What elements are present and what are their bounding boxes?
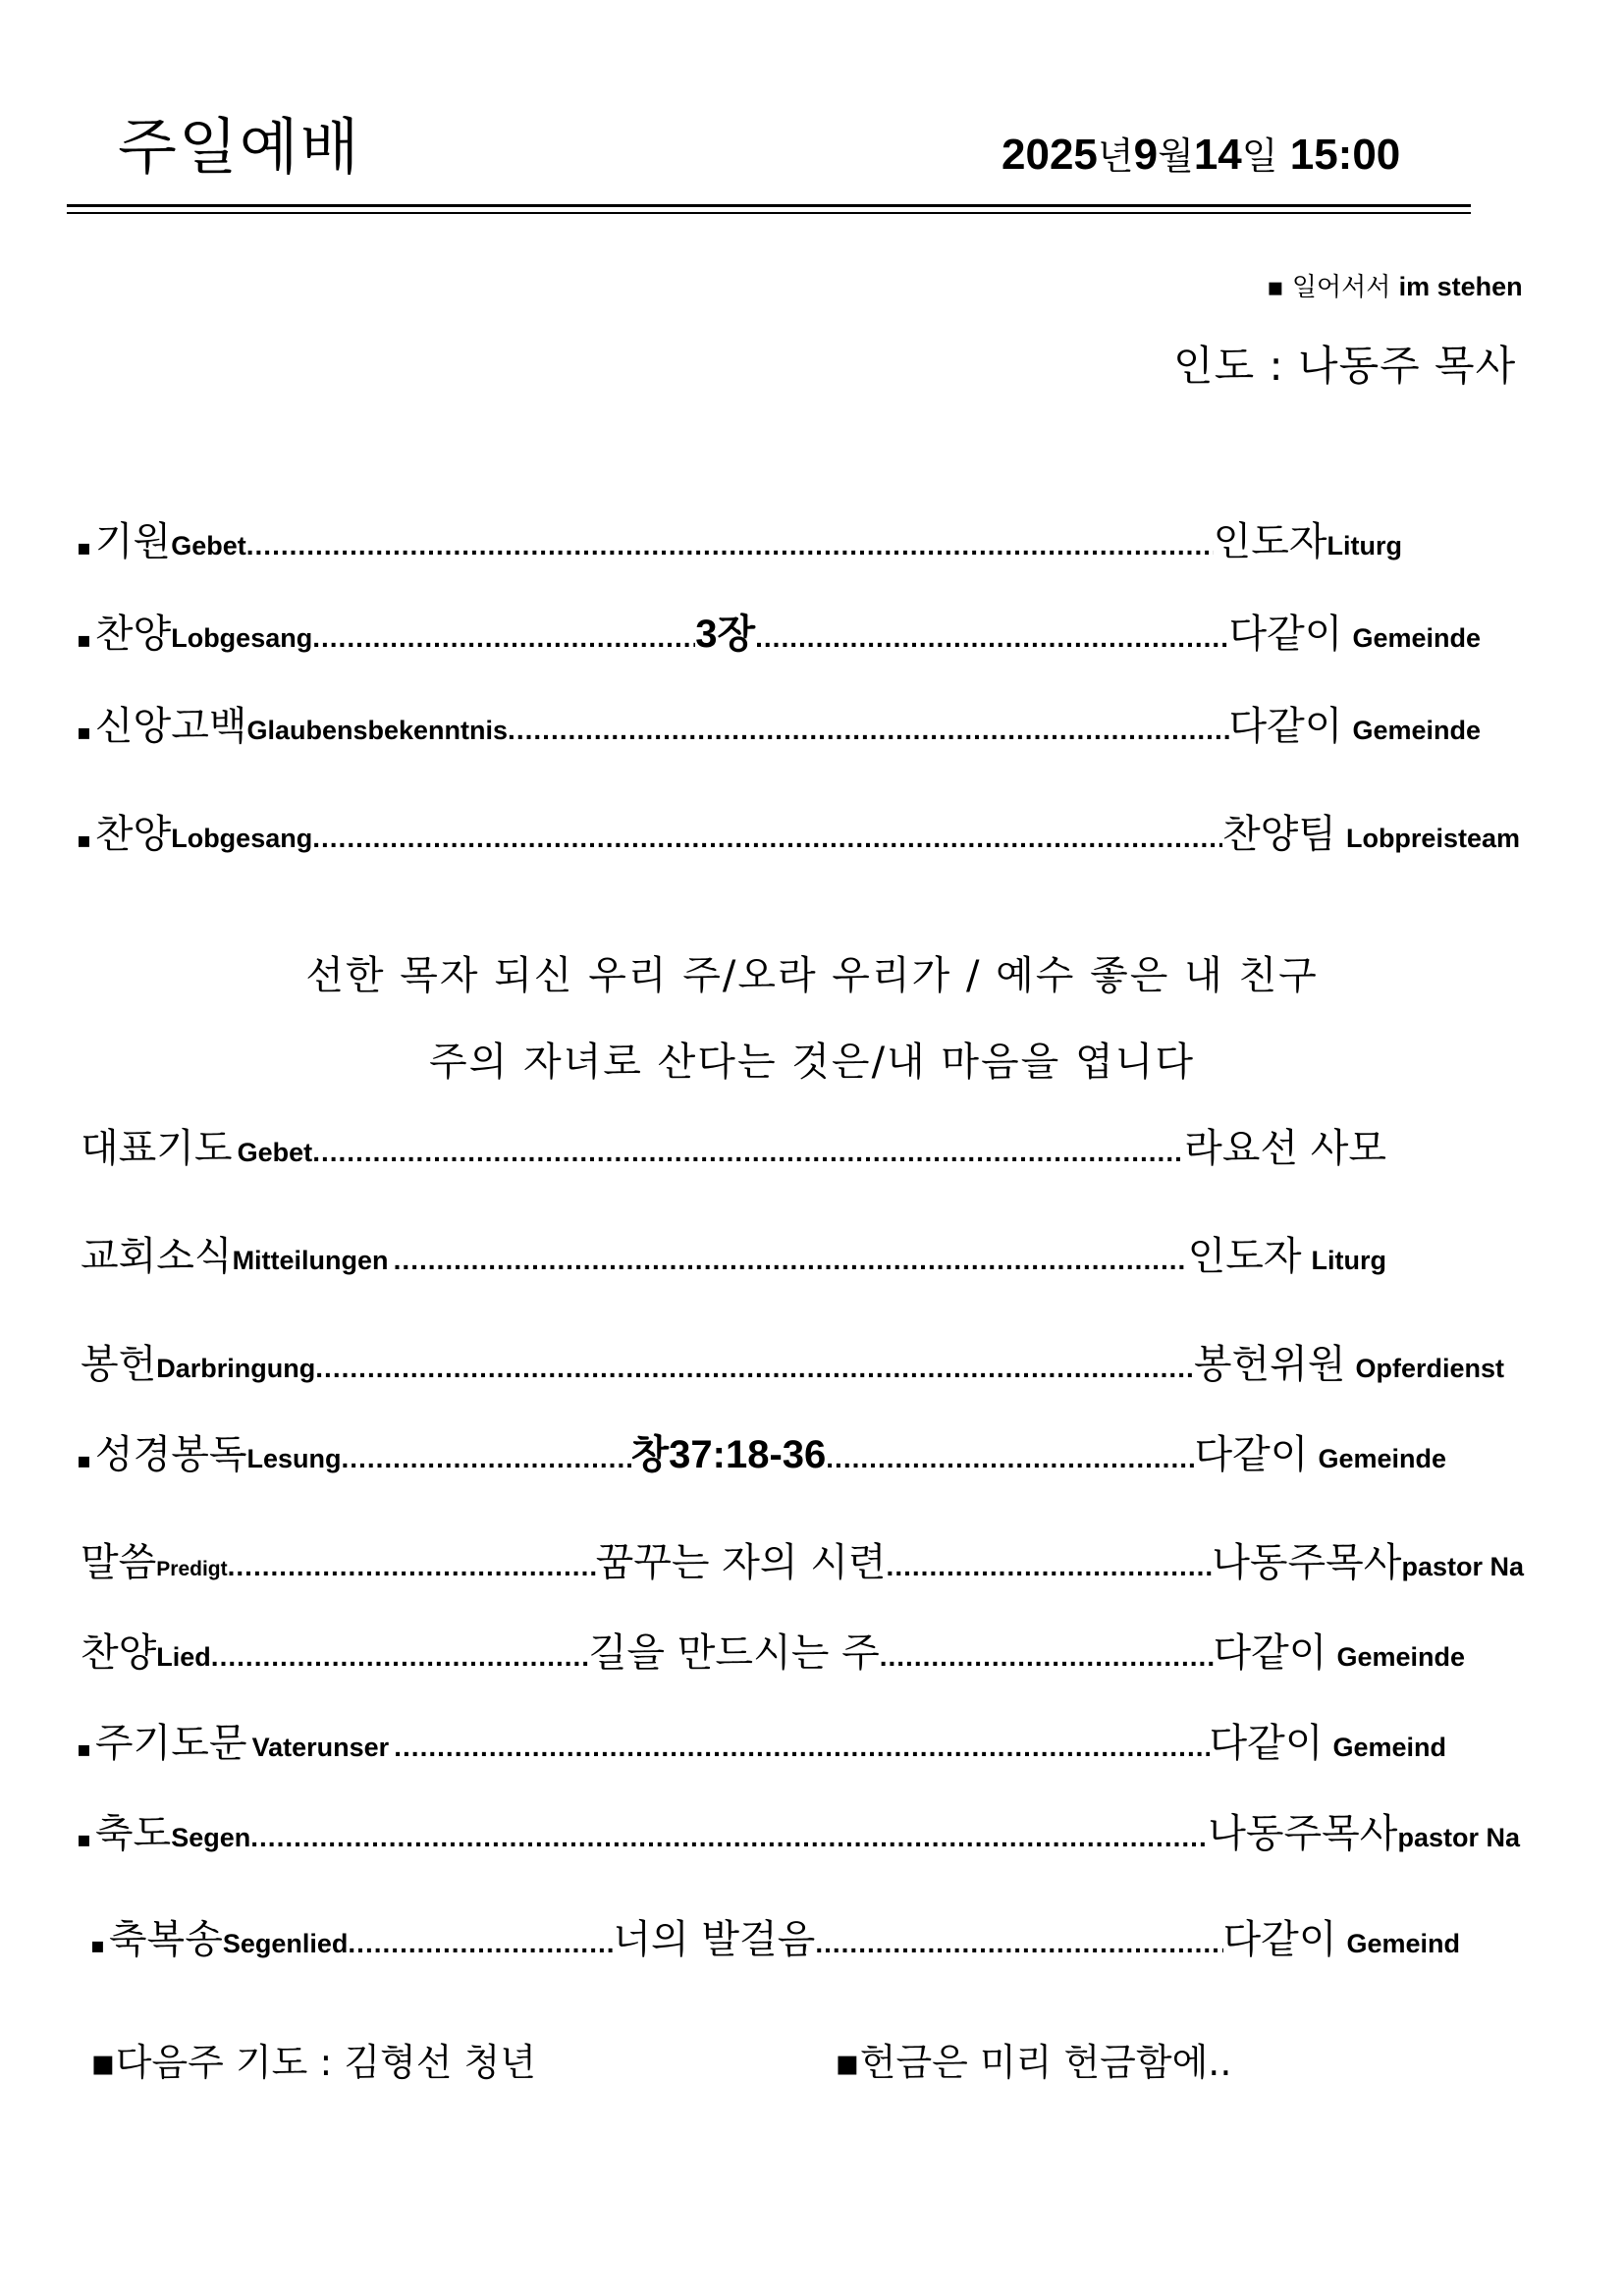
leader-dots — [348, 1928, 613, 1959]
leader-dots — [246, 530, 1214, 561]
leader-dots — [312, 622, 695, 654]
leader-dots — [250, 1822, 1208, 1853]
leader-dots — [312, 823, 1222, 854]
header-rule-thin — [67, 212, 1471, 214]
list-item: ▪ 주기도문 Vaterunser ..... 다같이 Gemeind — [77, 1712, 1446, 1768]
leader-dots — [755, 622, 1228, 654]
list-item: ▪ 찬양 Lobgesang ..... 찬양팀 Lobpreisteam — [77, 803, 1520, 859]
list-item: ▪ 축복송 Segenlied ..... 너의 발걸음 ..... 다같이 Gemeind — [90, 1908, 1460, 1964]
leader-dots — [815, 1928, 1222, 1959]
service-date: 2025년9월14일 15:00 — [1001, 131, 1401, 179]
header-rule — [67, 204, 1471, 207]
list-item: 교회소식 Mitteilungen ..... 인도자 Liturg — [81, 1225, 1386, 1281]
list-item: ▪ 성경봉독 Lesung ..... 창37:18-36 ..... 다같이 Gemeinde — [77, 1423, 1446, 1479]
leader-dots — [887, 1551, 1213, 1582]
song-list-line-1: 선한 목자 되신 우리 주/오라 우리가 / 예수 좋은 내 친구 — [305, 953, 1319, 998]
list-item: 말씀 Predigt ..... 꿈꾸는 자의 시련 ..... 나동주목사 pastor Na — [81, 1531, 1524, 1587]
leader-dots — [315, 1353, 1194, 1384]
leader-dots — [211, 1641, 589, 1673]
list-item: ▪ 기원 Gebet ..... 인도자 Liturg — [77, 510, 1402, 566]
leader-dots — [880, 1641, 1214, 1673]
service-leader: 인도 : 나동주 목사 — [1173, 342, 1517, 390]
list-item: 대표기도 Gebet ..... 라요선 사모 — [81, 1117, 1396, 1173]
next-prayer-note: ▪다음주 기도 : 김형선 청년 — [90, 2041, 536, 2084]
leader-dots — [826, 1443, 1194, 1474]
list-item: ▪ 축도 Segen ..... 나동주목사 pastor Na — [77, 1802, 1520, 1858]
offering-note: ▪헌금은 미리 헌금함에.. — [835, 2041, 1232, 2084]
page-title: 주일예배 — [118, 111, 361, 183]
list-item: 찬양 Lied ..... 길을 만드시는 주 ..... 다같이 Gemeinde — [81, 1622, 1465, 1678]
leader-dots — [312, 1137, 1184, 1168]
leader-dots — [394, 1732, 1209, 1763]
standing-note: ▪ 일어서서 im stehen — [1267, 272, 1523, 302]
leader-dots — [508, 715, 1228, 746]
leader-dots — [394, 1245, 1188, 1276]
list-item: 봉헌 Darbringung ..... 봉헌위원 Opferdienst — [81, 1333, 1504, 1389]
song-list-line-2: 주의 자녀로 산다는 것은/내 마음을 엽니다 — [429, 1040, 1195, 1085]
list-item: ▪ 찬양 Lobgesang ..... 3장 ..... 다같이 Gemeinde — [77, 603, 1481, 659]
leader-dots — [228, 1551, 596, 1582]
list-item: ▪ 신앙고백 Glaubensbekenntnis ..... 다같이 Gemeinde — [77, 695, 1481, 751]
leader-dots — [342, 1443, 631, 1474]
